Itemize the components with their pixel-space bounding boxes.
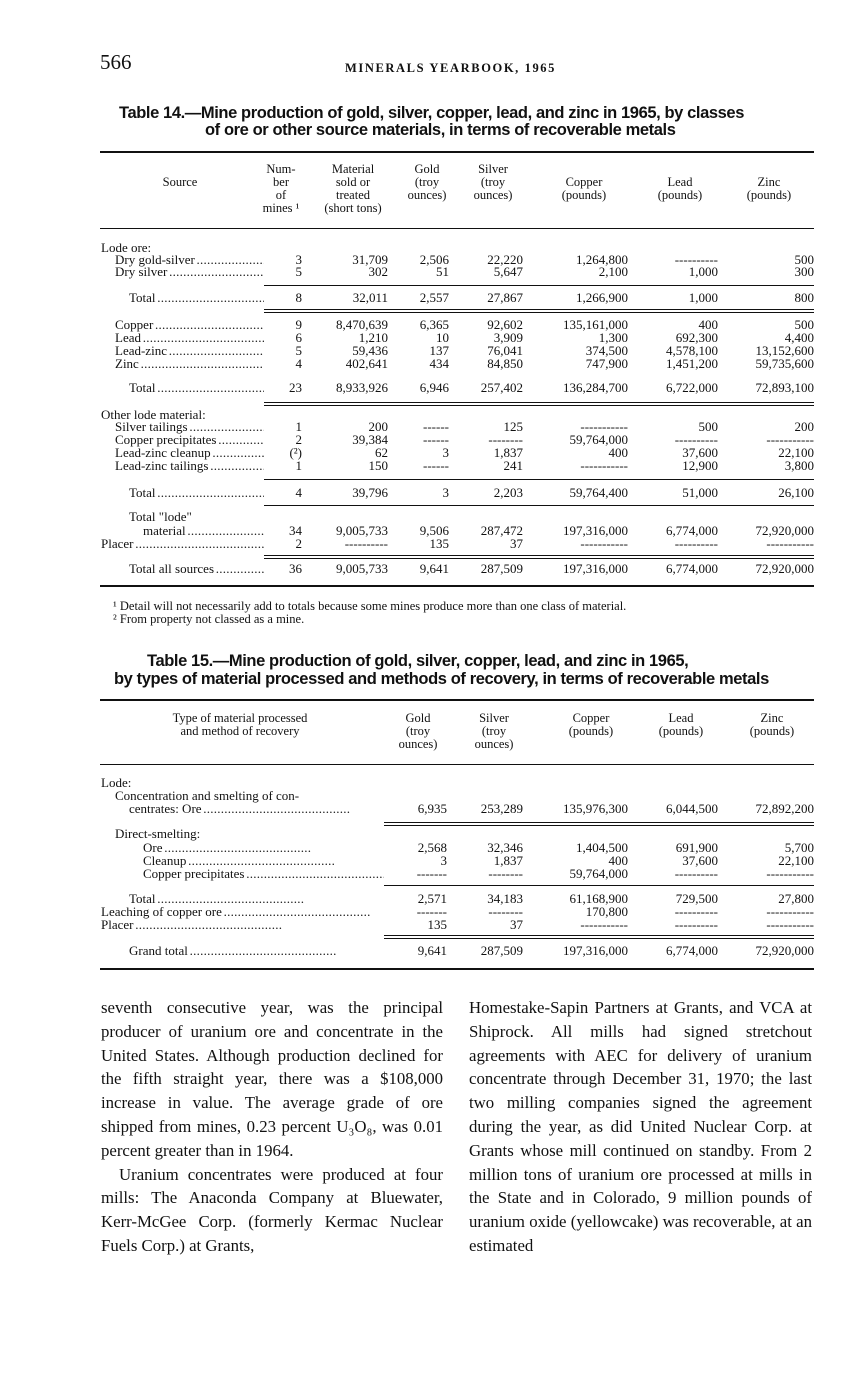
row-label: Direct-smelting:	[115, 827, 201, 841]
table-cell: -----------	[766, 536, 814, 551]
table-cell: 37	[510, 536, 523, 551]
table-cell: 2,571	[417, 891, 447, 906]
table-cell: 257,402	[480, 380, 523, 395]
table-cell: 32,346	[487, 840, 523, 855]
body-right-column	[469, 996, 812, 1258]
table-row	[0, 459, 852, 473]
table-row	[0, 867, 852, 881]
table-cell: 1,210	[358, 330, 388, 345]
table-cell: 36	[289, 561, 302, 576]
table-cell: 9,641	[419, 561, 449, 576]
table-cell: 400	[608, 445, 628, 460]
table-cell: 6,774,000	[666, 561, 718, 576]
table-cell: 400	[698, 317, 718, 332]
table-cell: 27,800	[778, 891, 814, 906]
table-cell: ------	[423, 458, 449, 473]
table-cell: 34	[289, 523, 302, 538]
table-row	[0, 944, 852, 958]
row-label: material . . .	[143, 524, 264, 538]
table-cell: 32,011	[352, 290, 388, 305]
t14-hdr-material: Material sold or treated (short tons)	[324, 162, 382, 215]
table-row	[0, 433, 852, 447]
table-cell: 3	[442, 445, 449, 460]
table-rule	[264, 285, 814, 286]
table-cell: 51,000	[682, 485, 718, 500]
row-label: Placer . . .	[101, 537, 264, 551]
table-row	[0, 381, 852, 395]
t15-hdr-type: Type of material processed and method of recovery	[172, 711, 308, 738]
table-cell: 72,893,100	[755, 380, 814, 395]
table-cell: 1,837	[493, 445, 523, 460]
table-cell: 135	[429, 536, 449, 551]
row-label: Total . . .	[129, 892, 384, 906]
table14-title-line1: Table 14.—Mine production of gold, silver, copper, lead, and zinc in 1965, by classes	[119, 104, 744, 122]
table-cell: ----------	[344, 536, 388, 551]
table-cell: 253,289	[480, 801, 523, 816]
table-rule	[264, 309, 814, 310]
table-cell: 4,578,100	[666, 343, 718, 358]
table-cell: 9,005,733	[336, 561, 388, 576]
row-label: Lead-zinc tailings . . .	[115, 459, 264, 473]
table-cell: 59,436	[352, 343, 388, 358]
t14-hdr-lead: Lead (pounds)	[657, 175, 703, 202]
t14-hdr-gold: Gold (troy ounces)	[407, 162, 447, 202]
table-row	[0, 331, 852, 345]
table-cell: 135	[427, 917, 447, 932]
table-cell: 72,920,000	[755, 561, 814, 576]
table-rule	[384, 935, 814, 936]
table-cell: -------	[416, 904, 447, 919]
table-cell: 3	[442, 485, 449, 500]
table14-footnote-2: ² From property not classed as a mine.	[113, 612, 305, 626]
table-rule	[264, 479, 814, 480]
table-cell: 197,316,000	[563, 943, 628, 958]
table-rule	[264, 402, 814, 403]
table-cell: -----------	[580, 917, 628, 932]
row-label: Copper precipitates . . .	[115, 433, 264, 447]
table-row	[0, 918, 852, 932]
table-cell: -------	[416, 866, 447, 881]
t15-hdr-copper: Copper (pounds)	[568, 711, 614, 738]
table-cell: 72,892,200	[755, 801, 814, 816]
body-paragraph: Uranium concentrates were produced at four mills: The Anaconda Company at Bluewater, Kerr-McGee Corp. (formerly Kermac Nuclear Fuels Corp.) at Grants,	[101, 1164, 443, 1255]
table-cell: 747,900	[585, 356, 628, 371]
table-cell: 4,400	[784, 330, 814, 345]
table-cell: 9,005,733	[336, 523, 388, 538]
table-cell: 691,900	[675, 840, 718, 855]
table-cell: 400	[608, 853, 628, 868]
table-rule	[384, 885, 814, 886]
table-cell: 72,920,000	[755, 943, 814, 958]
table-cell: 39,796	[352, 485, 388, 500]
table-cell: 62	[375, 445, 388, 460]
table-cell: 374,500	[585, 343, 628, 358]
table-cell: 12,900	[682, 458, 718, 473]
table-cell: 22,100	[778, 445, 814, 460]
table-cell: 76,041	[487, 343, 523, 358]
table-rule	[384, 822, 814, 823]
table-cell: 500	[794, 252, 814, 267]
table-row	[0, 827, 852, 841]
table-cell: 59,764,000	[569, 432, 628, 447]
table14-footnote-1: ¹ Detail will not necessarily add to totals because some mines produce more than one class of material.	[113, 599, 627, 613]
row-label: Zinc . . .	[115, 357, 264, 371]
table-cell: --------	[488, 904, 523, 919]
table-cell: 500	[698, 419, 718, 434]
table-row	[0, 318, 852, 332]
table14-header-rule	[100, 228, 814, 229]
table-cell: 2,557	[419, 290, 449, 305]
table-cell: 1,000	[688, 290, 718, 305]
row-label: Grand total . . .	[129, 944, 384, 958]
body-paragraph: Homestake-Sapin Partners at Grants, and VCA at Shiprock. All mills had signed stretchout agreements with AEC for delivery of uranium concentrate through December 31, 1970; the last two milling companies signed the agreement during the year, as did United Nuclear Corp. at Grants whose mill continued on standby. From 2 million tons of uranium ore processed at mills in the State and in Colorado, 9 million pounds of uranium oxide (yellowcake) was recoverable, at an estimated	[469, 998, 812, 1255]
table-cell: 6,774,000	[666, 523, 718, 538]
table-cell: 170,800	[585, 904, 628, 919]
t15-hdr-zinc: Zinc (pounds)	[749, 711, 795, 738]
table-cell: 800	[794, 290, 814, 305]
table-row	[0, 291, 852, 305]
table-cell: 2,506	[419, 252, 449, 267]
t14-hdr-silver: Silver (troy ounces)	[473, 162, 513, 202]
table-row	[0, 357, 852, 371]
table-cell: 51	[436, 264, 449, 279]
table14-top-rule	[100, 151, 814, 153]
table-row	[0, 344, 852, 358]
table-cell: 39,384	[352, 432, 388, 447]
table-cell: 6,774,000	[666, 943, 718, 958]
table-cell: 8	[295, 290, 302, 305]
table-cell: 4	[295, 485, 302, 500]
table15-top-rule	[100, 699, 814, 701]
row-label: Total "lode"	[129, 510, 192, 524]
row-label: Dry silver . . .	[115, 265, 264, 279]
table-cell: 59,735,600	[755, 356, 814, 371]
table-cell: 72,920,000	[755, 523, 814, 538]
table-cell: 200	[794, 419, 814, 434]
table15-bottom-rule	[100, 968, 814, 970]
table-cell: 5	[295, 343, 302, 358]
table-cell: (²)	[289, 445, 302, 460]
table-cell: -----------	[580, 536, 628, 551]
row-label: Lode:	[101, 776, 132, 790]
table-cell: 402,641	[345, 356, 388, 371]
row-label: Ore . . .	[143, 841, 384, 855]
t15-hdr-gold: Gold (troy ounces)	[398, 711, 438, 751]
table-cell: 1,300	[598, 330, 628, 345]
table-cell: 10	[436, 330, 449, 345]
table-cell: 6,935	[417, 801, 447, 816]
table-cell: ----------	[674, 252, 718, 267]
table-cell: 729,500	[675, 891, 718, 906]
table-cell: --------	[488, 866, 523, 881]
table-cell: 6,365	[419, 317, 449, 332]
table-cell: 2	[295, 432, 302, 447]
table-cell: 1,451,200	[666, 356, 718, 371]
table-cell: 241	[503, 458, 523, 473]
table-cell: 3	[295, 252, 302, 267]
table-cell: 23	[289, 380, 302, 395]
table-cell: 4	[295, 356, 302, 371]
row-label: Total . . .	[129, 291, 264, 305]
table-cell: 287,509	[480, 561, 523, 576]
table-cell: 150	[368, 458, 388, 473]
table-cell: 9	[295, 317, 302, 332]
row-label: Total . . .	[129, 486, 264, 500]
table-cell: 300	[794, 264, 814, 279]
table15-title-line2: by types of material processed and methods of recovery, in terms of recoverable metals	[114, 670, 769, 688]
table-cell: 84,850	[487, 356, 523, 371]
table-cell: 26,100	[778, 485, 814, 500]
table-row	[0, 510, 852, 524]
table-cell: 3,909	[493, 330, 523, 345]
table-cell: 3	[440, 853, 447, 868]
table15-header-rule	[100, 764, 814, 765]
table-cell: 8,470,639	[336, 317, 388, 332]
table-row	[0, 776, 852, 790]
table-cell: 5,647	[493, 264, 523, 279]
row-label: Copper . . .	[115, 318, 264, 332]
table-cell: 34,183	[487, 891, 523, 906]
row-label: Placer . . .	[101, 918, 384, 932]
table-row	[0, 562, 852, 576]
row-label: Concentration and smelting of con-	[115, 789, 300, 803]
row-label: Other lode material:	[101, 408, 206, 422]
t14-hdr-mines: Num- ber of mines ¹	[262, 162, 300, 215]
table-cell: 2,203	[493, 485, 523, 500]
row-label: Copper precipitates . . .	[143, 867, 384, 881]
row-label: Leaching of copper ore . . .	[101, 905, 384, 919]
row-label: Lead-zinc cleanup . . .	[115, 446, 264, 460]
table-cell: 135,976,300	[563, 801, 628, 816]
row-label: Cleanup . . .	[143, 854, 384, 868]
table-row	[0, 802, 852, 816]
body-paragraph: seventh consecutive year, was the principal producer of uranium ore and concentrate in the United States. Although production declined for the fifth straight year, there was a $108,000 increase in value. The average grade of ore shipped from mines, 0.23 percent U₃O₈, was 0.01 percent greater than in 1964.	[101, 998, 443, 1160]
row-label: Total all sources . . .	[129, 562, 264, 576]
table-cell: 6,722,000	[666, 380, 718, 395]
row-label: Lead . . .	[115, 331, 264, 345]
table-cell: 6,946	[419, 380, 449, 395]
body-left-column	[101, 996, 443, 1258]
table-cell: 59,764,000	[569, 866, 628, 881]
table-cell: 692,300	[675, 330, 718, 345]
table-cell: 1	[295, 419, 302, 434]
page-number: 566	[100, 50, 132, 74]
table-cell: 1	[295, 458, 302, 473]
table-rule	[384, 938, 814, 939]
table-rule	[264, 558, 814, 559]
table14-title-line2: of ore or other source materials, in terms of recoverable metals	[205, 121, 676, 139]
table-cell: 61,168,900	[569, 891, 628, 906]
table14-bottom-rule	[100, 585, 814, 587]
table-row	[0, 265, 852, 279]
table-cell: 287,472	[480, 523, 523, 538]
table-cell: -----------	[766, 866, 814, 881]
table-cell: 136,284,700	[563, 380, 628, 395]
table-cell: 3,800	[784, 458, 814, 473]
t14-hdr-copper: Copper (pounds)	[561, 175, 607, 202]
table-cell: 434	[429, 356, 449, 371]
table-row	[0, 905, 852, 919]
table-cell: 2,100	[598, 264, 628, 279]
table-cell: 9,506	[419, 523, 449, 538]
table-cell: -----------	[580, 419, 628, 434]
table-cell: 8,933,926	[336, 380, 388, 395]
table-cell: -----------	[766, 904, 814, 919]
t14-hdr-source: Source	[162, 175, 198, 189]
row-label: Silver tailings . . .	[115, 420, 264, 434]
table-rule	[264, 405, 814, 406]
table-cell: 200	[368, 419, 388, 434]
table-rule	[264, 555, 814, 556]
table-rule	[264, 312, 814, 313]
table-cell: 302	[368, 264, 388, 279]
table-rule	[264, 505, 814, 506]
row-label: Total . . .	[129, 381, 264, 395]
table-row	[0, 537, 852, 551]
table-cell: 6	[295, 330, 302, 345]
table-cell: 197,316,000	[563, 561, 628, 576]
table-cell: 1,266,900	[576, 290, 628, 305]
table-cell: 92,602	[487, 317, 523, 332]
table-cell: 2,568	[417, 840, 447, 855]
table-cell: 500	[794, 317, 814, 332]
table-cell: 1,000	[688, 264, 718, 279]
table-cell: ------	[423, 432, 449, 447]
table-cell: ----------	[674, 866, 718, 881]
table-cell: ----------	[674, 536, 718, 551]
running-head: MINERALS YEARBOOK, 1965	[345, 61, 557, 75]
table15-title-line1: Table 15.—Mine production of gold, silver, copper, lead, and zinc in 1965,	[147, 652, 689, 670]
table-cell: 125	[503, 419, 523, 434]
table-row	[0, 524, 852, 538]
row-label: centrates: Ore . . .	[129, 802, 384, 816]
table-cell: --------	[488, 432, 523, 447]
table-row	[0, 486, 852, 500]
table-cell: 1,837	[493, 853, 523, 868]
table-cell: 37,600	[682, 445, 718, 460]
table-cell: 135,161,000	[563, 317, 628, 332]
table-cell: -----------	[580, 458, 628, 473]
table-cell: 22,100	[778, 853, 814, 868]
table-cell: 13,152,600	[755, 343, 814, 358]
table-cell: 5,700	[784, 840, 814, 855]
table-cell: -----------	[766, 432, 814, 447]
table-cell: ----------	[674, 917, 718, 932]
t15-hdr-lead: Lead (pounds)	[658, 711, 704, 738]
table-cell: 31,709	[352, 252, 388, 267]
table-cell: 37,600	[682, 853, 718, 868]
table-cell: 6,044,500	[666, 801, 718, 816]
t14-hdr-zinc: Zinc (pounds)	[746, 175, 792, 202]
table-cell: 197,316,000	[563, 523, 628, 538]
row-label: Lode ore:	[101, 241, 152, 255]
row-label: Dry gold-silver . . .	[115, 253, 264, 267]
table-cell: 22,220	[487, 252, 523, 267]
table-cell: ----------	[674, 432, 718, 447]
table-cell: 37	[510, 917, 523, 932]
t15-hdr-silver: Silver (troy ounces)	[474, 711, 514, 751]
table-cell: 2	[295, 536, 302, 551]
table-cell: 59,764,400	[569, 485, 628, 500]
table-cell: 1,264,800	[576, 252, 628, 267]
table-cell: 9,641	[417, 943, 447, 958]
table-rule	[384, 825, 814, 826]
table-cell: 5	[295, 264, 302, 279]
row-label: Lead-zinc . . .	[115, 344, 264, 358]
table-cell: 137	[429, 343, 449, 358]
table-cell: 287,509	[480, 943, 523, 958]
table-row	[0, 841, 852, 855]
table-cell: 27,867	[487, 290, 523, 305]
table-cell: -----------	[766, 917, 814, 932]
table-cell: 1,404,500	[576, 840, 628, 855]
table-cell: ----------	[674, 904, 718, 919]
table-cell: ------	[423, 419, 449, 434]
